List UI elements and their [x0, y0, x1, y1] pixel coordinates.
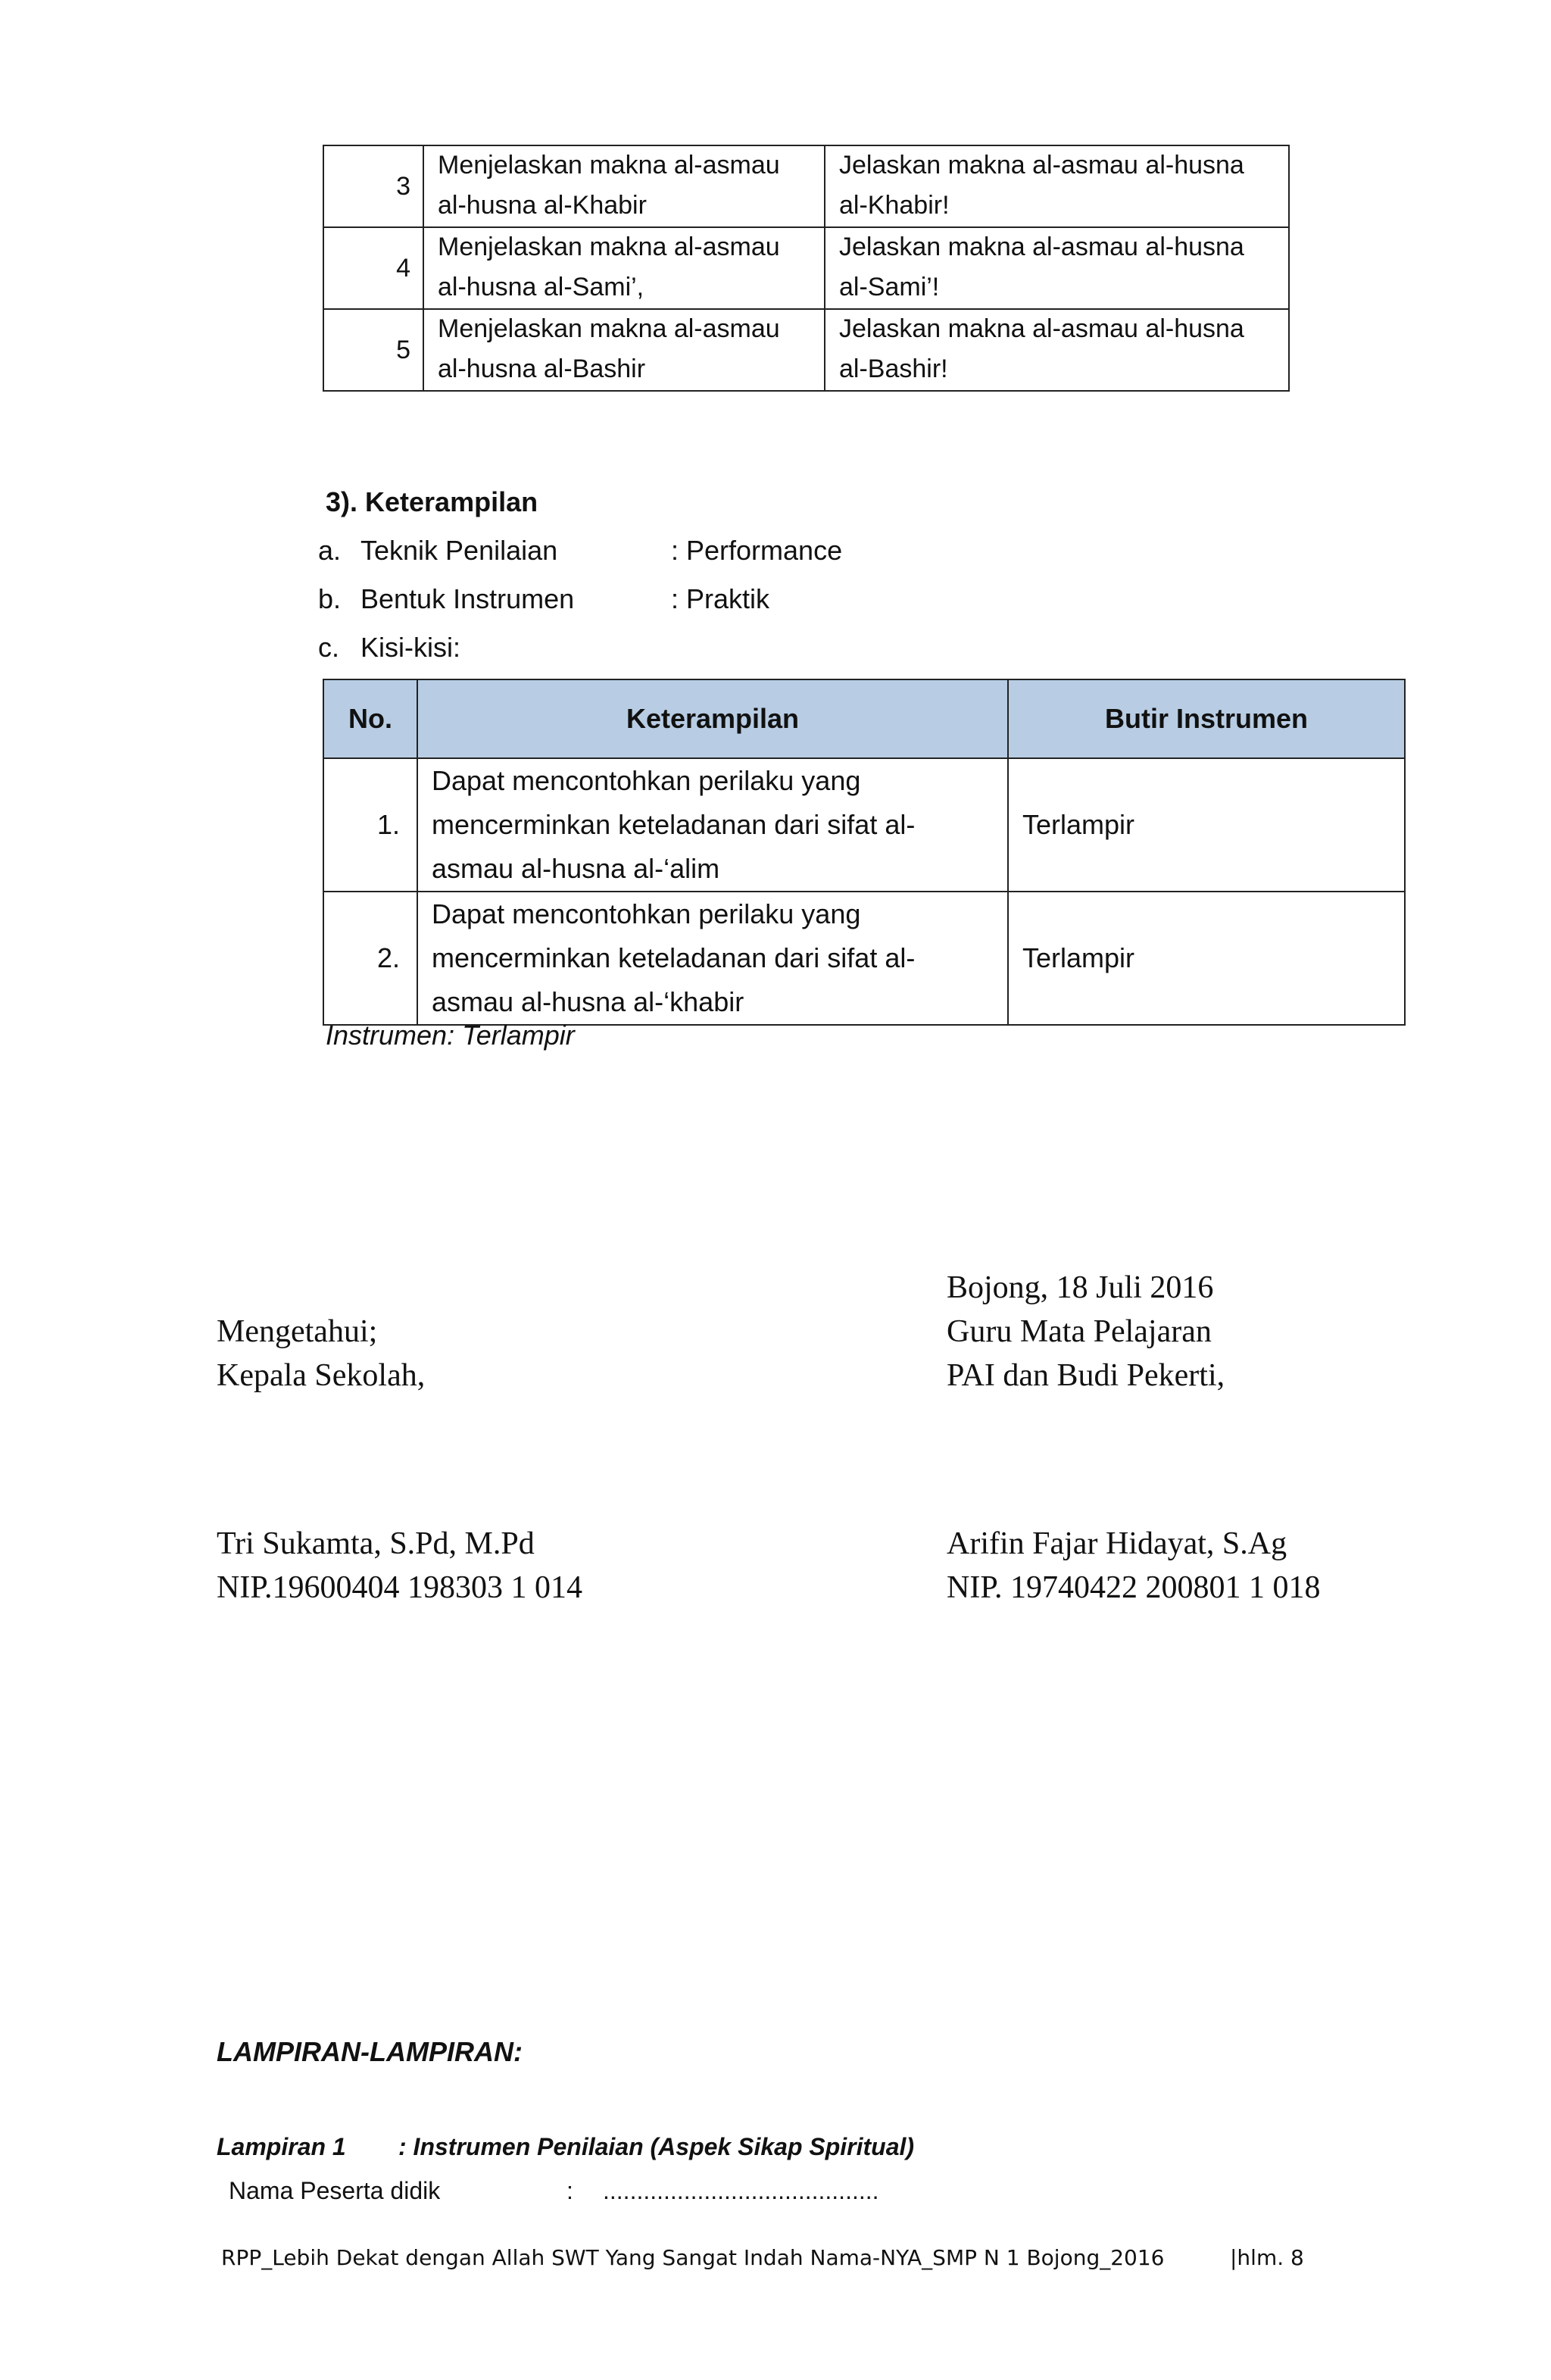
- question-line: al-Bashir!: [839, 355, 948, 383]
- instrument-note: Instrumen: Terlampir: [326, 1020, 575, 1051]
- question-line: Jelaskan makna al-asmau al-husna: [839, 233, 1244, 261]
- table-row: [323, 309, 1289, 391]
- skill-line: asmau al-husna al-‘alim: [432, 853, 720, 884]
- footer-page-number: |hlm. 8: [1230, 2245, 1304, 2270]
- right-title-1: Guru Mata Pelajaran: [947, 1314, 1212, 1349]
- question-cell: [825, 227, 1289, 309]
- left-title-2: Kepala Sekolah,: [217, 1358, 426, 1393]
- indicator-line: al-husna al-Sami’,: [438, 273, 644, 301]
- meta-item-teknik: [318, 535, 843, 567]
- place-date: Bojong, 18 Juli 2016: [947, 1270, 1214, 1305]
- table-row: [323, 227, 1289, 309]
- right-signer-nip: NIP. 19740422 200801 1 018: [947, 1570, 1321, 1605]
- table-row: [323, 145, 1289, 227]
- question-line: Jelaskan makna al-asmau al-husna: [839, 151, 1244, 180]
- row-number: 1.: [323, 758, 417, 892]
- item-value: : Performance: [671, 535, 843, 566]
- table-header-row: [323, 679, 1405, 758]
- indicator-line: al-husna al-Khabir: [438, 191, 647, 220]
- question-line: al-Sami’!: [839, 273, 940, 301]
- header-no: No.: [323, 679, 417, 758]
- skill-line: Dapat mencontohkan perilaku yang: [432, 898, 861, 929]
- indicator-line: Menjelaskan makna al-asmau: [438, 233, 780, 261]
- field-label: Nama Peserta didik: [229, 2177, 441, 2204]
- skill-line: mencerminkan keteladanan dari sifat al-: [432, 942, 916, 973]
- meta-item-kisi: [318, 632, 460, 664]
- header-keterampilan: Keterampilan: [417, 679, 1008, 758]
- footer-text: RPP_Lebih Dekat dengan Allah SWT Yang Sangat Indah Nama-NYA_SMP N 1 Bojong_2016: [221, 2245, 1165, 2270]
- left-signer-name: Tri Sukamta, S.Pd, M.Pd: [217, 1526, 535, 1561]
- field-colon: :: [566, 2177, 573, 2204]
- header-butir: Butir Instrumen: [1008, 679, 1405, 758]
- section-title: 3). Keterampilan: [326, 486, 538, 517]
- indicator-cell: [423, 145, 825, 227]
- indicator-cell: [423, 309, 825, 391]
- field-dots: .........................................: [603, 2177, 879, 2204]
- skill-line: asmau al-husna al-‘khabir: [432, 986, 744, 1017]
- indicator-line: Menjelaskan makna al-asmau: [438, 314, 780, 343]
- skill-line: mencerminkan keteladanan dari sifat al-: [432, 809, 916, 840]
- left-signer-nip: NIP.19600404 198303 1 014: [217, 1570, 583, 1605]
- question-line: Jelaskan makna al-asmau al-husna: [839, 314, 1244, 343]
- right-title-2: PAI dan Budi Pekerti,: [947, 1358, 1225, 1393]
- question-cell: [825, 309, 1289, 391]
- butir-cell: Terlampir: [1008, 892, 1405, 1025]
- meta-item-bentuk: [318, 583, 770, 615]
- table-row: [323, 758, 1405, 892]
- question-line: al-Khabir!: [839, 191, 950, 220]
- item-value: : Praktik: [671, 583, 770, 614]
- skill-line: Dapat mencontohkan perilaku yang: [432, 765, 861, 796]
- right-signer-name: Arifin Fajar Hidayat, S.Ag: [947, 1526, 1287, 1561]
- skill-cell: [417, 892, 1008, 1025]
- row-number: 2.: [323, 892, 417, 1025]
- item-label: Bentuk Instrumen: [360, 583, 575, 614]
- indicator-line: al-husna al-Bashir: [438, 355, 646, 383]
- kisi-kisi-table: [323, 679, 1406, 1026]
- indicator-table: [323, 145, 1290, 392]
- skill-cell: [417, 758, 1008, 892]
- item-label: Kisi-kisi:: [360, 632, 460, 663]
- butir-cell: Terlampir: [1008, 758, 1405, 892]
- left-title-1: Mengetahui;: [217, 1314, 378, 1349]
- item-letter: a.: [318, 535, 342, 566]
- lampiran-item-label: Lampiran 1: [217, 2133, 346, 2160]
- lampiran-item-value: : Instrumen Penilaian (Aspek Sikap Spiritual): [398, 2133, 915, 2160]
- row-number: 4: [323, 227, 423, 309]
- row-number: 5: [323, 309, 423, 391]
- item-letter: b.: [318, 583, 342, 614]
- item-letter: c.: [318, 632, 340, 663]
- indicator-cell: [423, 227, 825, 309]
- question-cell: [825, 145, 1289, 227]
- item-label: Teknik Penilaian: [360, 535, 558, 566]
- row-number: 3: [323, 145, 423, 227]
- table-row: [323, 892, 1405, 1025]
- lampiran-heading: LAMPIRAN-LAMPIRAN:: [217, 2036, 523, 2067]
- indicator-line: Menjelaskan makna al-asmau: [438, 151, 780, 180]
